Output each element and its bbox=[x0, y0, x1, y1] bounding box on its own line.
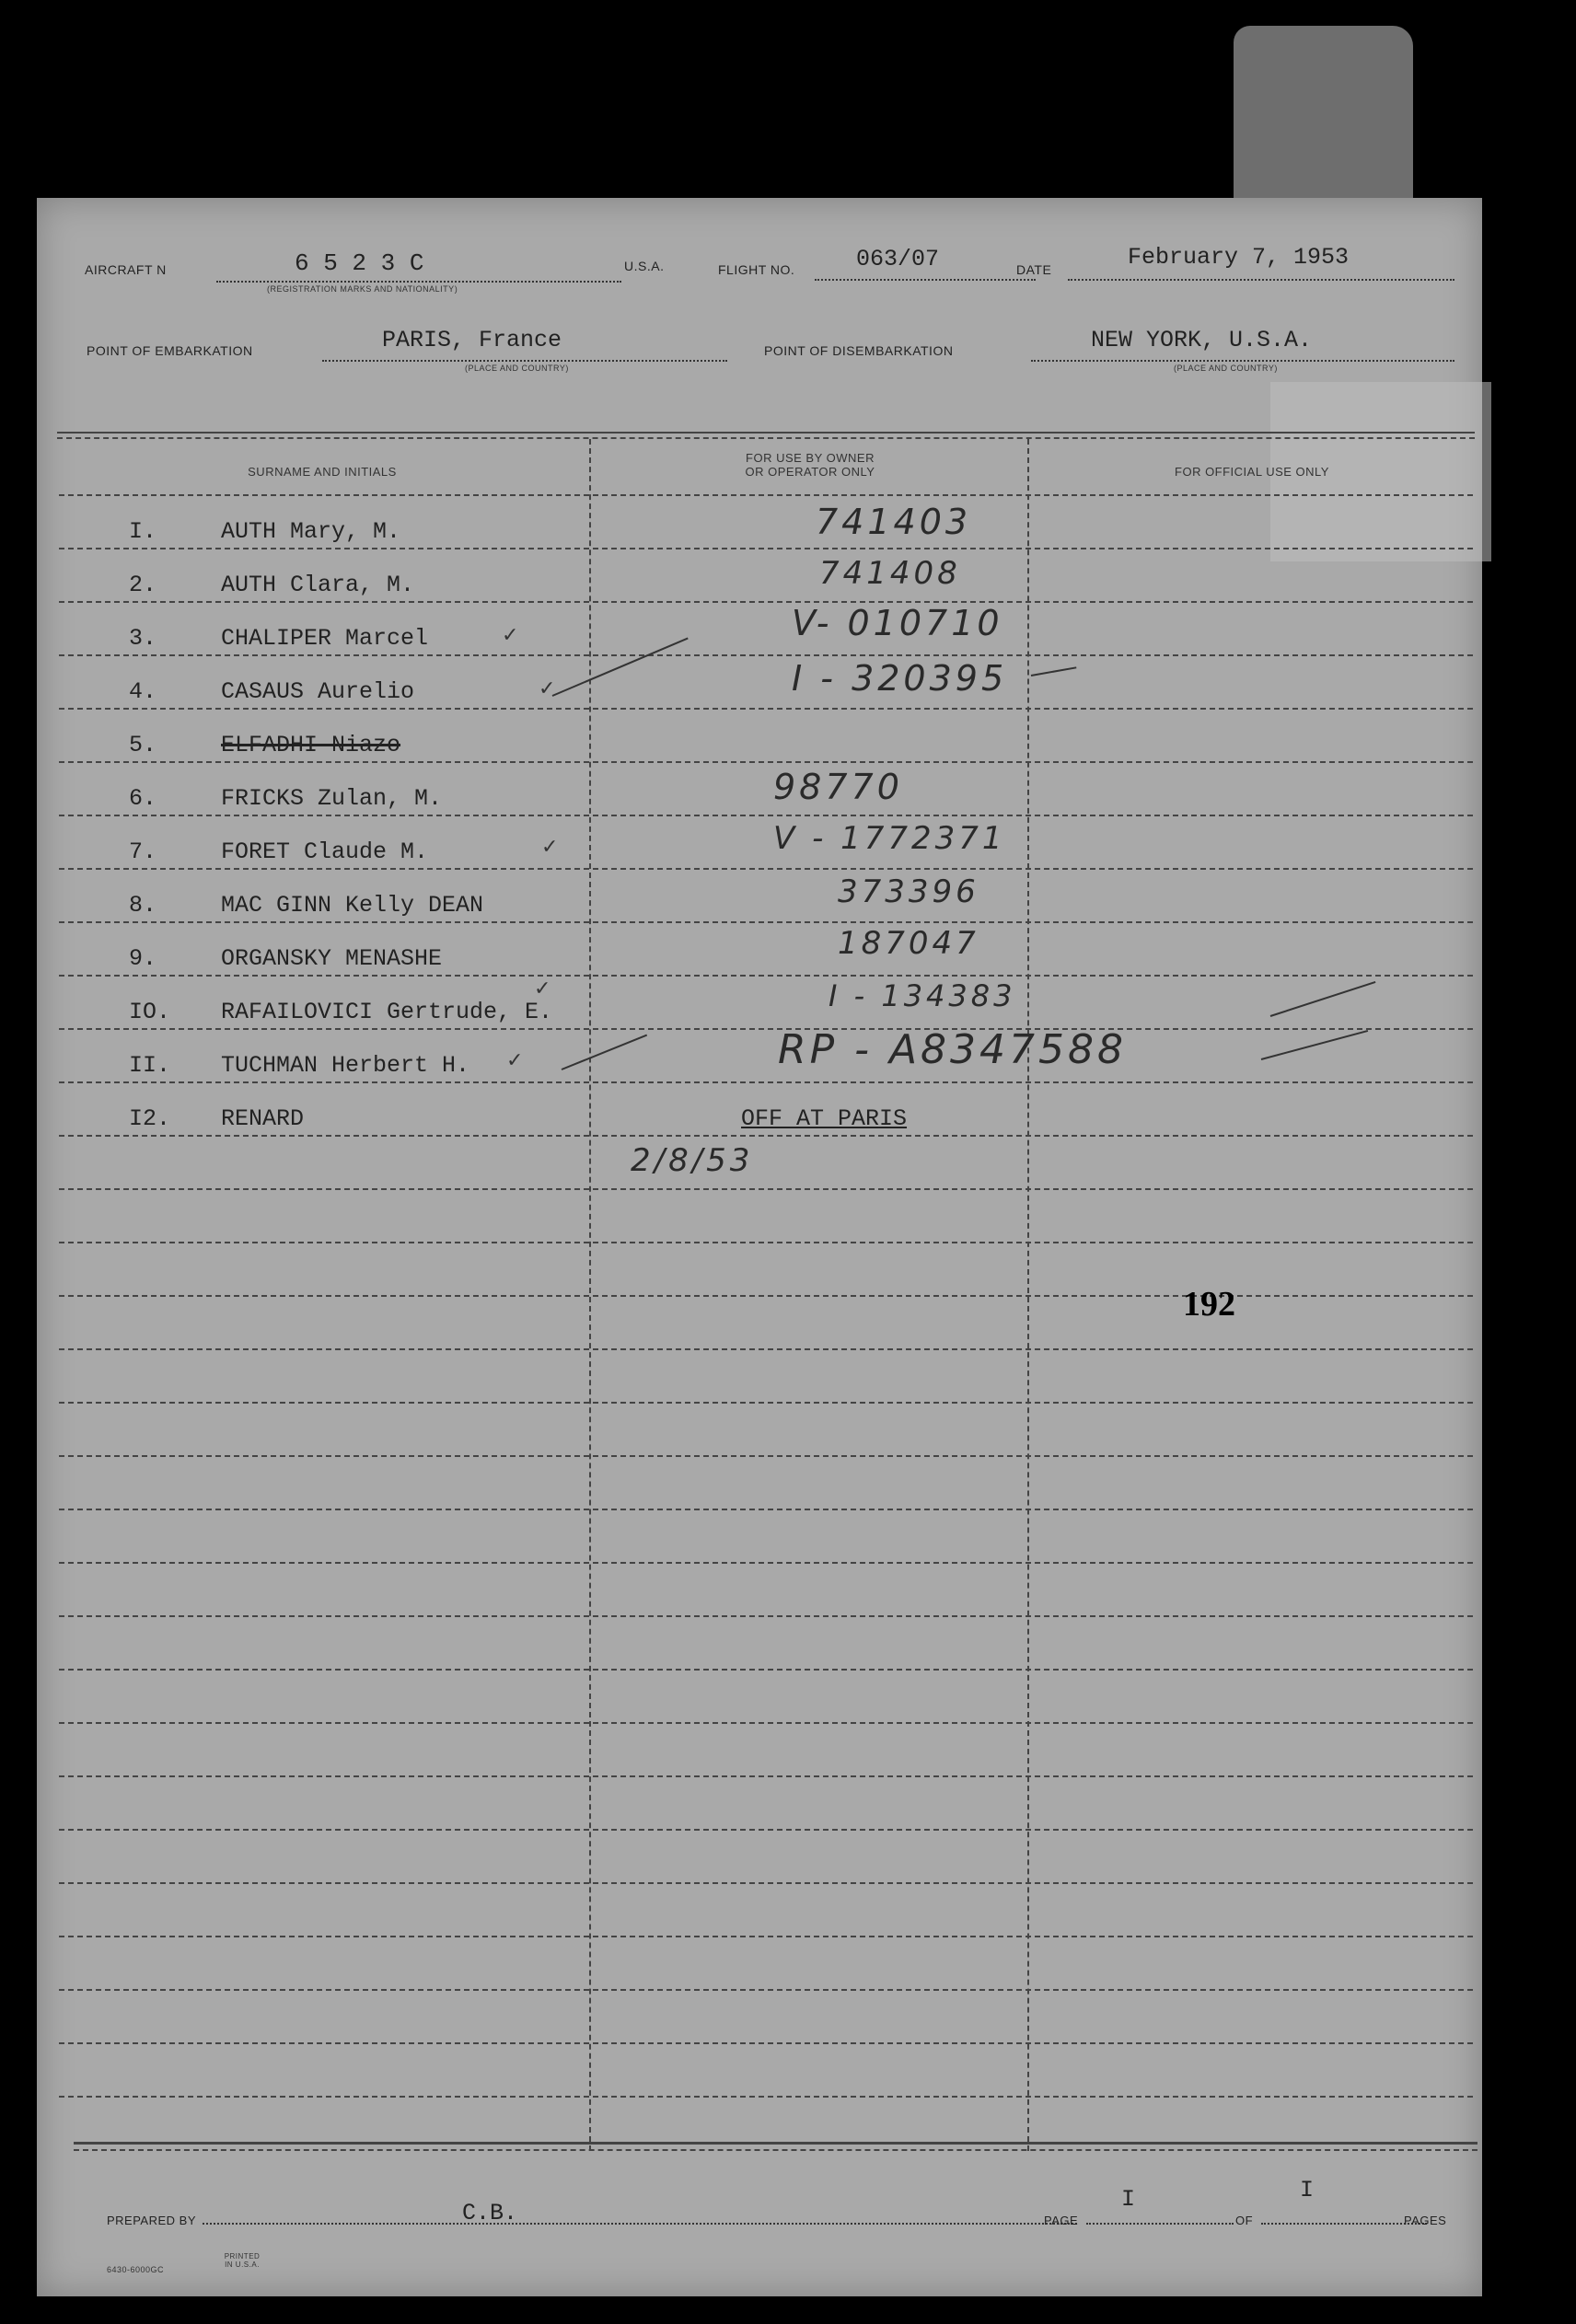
owner-entry: 187047 bbox=[838, 925, 979, 962]
table-bottom-rule-2 bbox=[74, 2149, 1478, 2151]
pen-stroke bbox=[1031, 666, 1077, 676]
owner-column-header-1: FOR USE BY OWNER bbox=[746, 451, 875, 465]
row-line bbox=[59, 1028, 1473, 1030]
row-line bbox=[59, 2096, 1473, 2098]
row-line bbox=[59, 921, 1473, 923]
row-line bbox=[59, 1455, 1473, 1457]
row-line bbox=[59, 1081, 1473, 1083]
prepared-label: PREPARED BY bbox=[107, 2214, 197, 2227]
row-line bbox=[59, 1402, 1473, 1404]
row-line bbox=[59, 761, 1473, 763]
passenger-name: ORGANSKY MENASHE bbox=[221, 945, 443, 972]
usa-label: U.S.A. bbox=[624, 259, 665, 273]
pen-stroke bbox=[562, 1035, 647, 1070]
row-number: 5. bbox=[129, 732, 157, 758]
check-mark-icon: ✓ bbox=[539, 676, 556, 700]
row-line bbox=[59, 975, 1473, 977]
owner-entry: V- 010710 bbox=[792, 603, 1003, 643]
row-line bbox=[59, 1936, 1473, 1937]
row-line bbox=[59, 601, 1473, 603]
row-line bbox=[59, 1615, 1473, 1617]
aircraft-value: 6 5 2 3 C bbox=[295, 249, 424, 277]
passenger-name: RAFAILOVICI Gertrude, E. bbox=[221, 999, 553, 1025]
embark-value: PARIS, France bbox=[382, 327, 562, 353]
row-number: IO. bbox=[129, 999, 171, 1025]
pen-stroke bbox=[1261, 1030, 1368, 1060]
owner-entry: RP - A8347588 bbox=[778, 1026, 1128, 1073]
row-line bbox=[59, 1829, 1473, 1831]
row-line bbox=[59, 1242, 1473, 1243]
renard-date: 2/8/53 bbox=[631, 1142, 754, 1179]
row-line bbox=[59, 494, 1473, 496]
row-line bbox=[59, 1669, 1473, 1671]
row-number: 9. bbox=[129, 945, 157, 972]
pages-label: PAGES bbox=[1404, 2214, 1447, 2227]
passenger-name: MAC GINN Kelly DEAN bbox=[221, 892, 484, 919]
row-line bbox=[59, 548, 1473, 549]
page-line bbox=[1086, 2223, 1234, 2225]
check-mark-icon: ✓ bbox=[541, 835, 559, 858]
row-line bbox=[59, 1135, 1473, 1137]
flight-value: 063/07 bbox=[856, 246, 940, 272]
row-number: 8. bbox=[129, 892, 157, 919]
date-label: DATE bbox=[1016, 262, 1052, 277]
owner-entry: 741408 bbox=[819, 555, 961, 592]
row-number: I. bbox=[129, 518, 157, 545]
check-mark-icon: ✓ bbox=[534, 977, 551, 1000]
passenger-name: CHALIPER Marcel bbox=[221, 625, 429, 652]
registration-caption: (REGISTRATION MARKS AND NATIONALITY) bbox=[267, 284, 458, 294]
table-top-rule bbox=[57, 432, 1475, 434]
date-value: February 7, 1953 bbox=[1128, 244, 1350, 271]
row-number: 6. bbox=[129, 785, 157, 812]
row-number: 7. bbox=[129, 838, 157, 865]
row-line bbox=[59, 815, 1473, 816]
aircraft-label: AIRCRAFT N bbox=[85, 262, 167, 277]
printed-mark: PRINTED IN U.S.A. bbox=[224, 2252, 261, 2269]
flight-line bbox=[815, 279, 1036, 281]
row-line bbox=[59, 1348, 1473, 1350]
check-mark-icon: ✓ bbox=[506, 1048, 524, 1071]
row-line bbox=[59, 1989, 1473, 1991]
passenger-name: TUCHMAN Herbert H. bbox=[221, 1052, 470, 1079]
row-line bbox=[59, 2042, 1473, 2044]
owner-entry: V - 1772371 bbox=[773, 820, 1006, 857]
row-number: I2. bbox=[129, 1105, 171, 1132]
owner-entry: 741403 bbox=[816, 502, 972, 542]
row-line bbox=[59, 1562, 1473, 1564]
passenger-name: FORET Claude M. bbox=[221, 838, 429, 865]
check-mark-icon: ✓ bbox=[502, 623, 519, 646]
pen-stroke bbox=[552, 638, 689, 697]
embark-label: POINT OF EMBARKATION bbox=[87, 343, 253, 358]
embark-line bbox=[322, 360, 727, 362]
owner-entry: 373396 bbox=[838, 873, 979, 910]
form-code: 6430-6000GC bbox=[107, 2265, 165, 2274]
page-label: PAGE bbox=[1044, 2214, 1079, 2227]
row-line bbox=[59, 708, 1473, 710]
passenger-name: ELFADHI Niazo bbox=[221, 732, 401, 758]
page-value: I bbox=[1121, 2186, 1136, 2213]
disembark-line bbox=[1031, 360, 1454, 362]
of-value: I bbox=[1300, 2177, 1315, 2203]
of-label: OF bbox=[1235, 2214, 1254, 2227]
owner-entry: I - 320395 bbox=[792, 658, 1008, 699]
owner-entry: OFF AT PARIS bbox=[741, 1105, 908, 1132]
page-stamp: 192 bbox=[1183, 1285, 1235, 1324]
surname-column-header: SURNAME AND INITIALS bbox=[248, 465, 397, 479]
aircraft-line bbox=[216, 281, 621, 283]
row-number: 3. bbox=[129, 625, 157, 652]
passenger-name: AUTH Clara, M. bbox=[221, 572, 415, 598]
table-top-rule-2 bbox=[57, 437, 1475, 439]
prepared-line bbox=[203, 2223, 1077, 2225]
official-column-header: FOR OFFICIAL USE ONLY bbox=[1175, 465, 1329, 479]
manifest-page bbox=[37, 198, 1482, 2296]
owner-entry: I - 134383 bbox=[829, 978, 1016, 1013]
paper-tab bbox=[1234, 26, 1413, 214]
row-line bbox=[59, 1509, 1473, 1510]
row-number: II. bbox=[129, 1052, 171, 1079]
table-bottom-rule bbox=[74, 2142, 1478, 2145]
row-line bbox=[59, 1882, 1473, 1884]
row-line bbox=[59, 1722, 1473, 1724]
of-line bbox=[1261, 2223, 1427, 2225]
embark-caption: (PLACE AND COUNTRY) bbox=[465, 364, 569, 373]
pen-stroke bbox=[1270, 981, 1376, 1017]
disembark-value: NEW YORK, U.S.A. bbox=[1091, 327, 1313, 353]
passenger-name: CASAUS Aurelio bbox=[221, 678, 415, 705]
row-line bbox=[59, 1188, 1473, 1190]
prepared-value: C.B. bbox=[462, 2200, 518, 2226]
disembark-label: POINT OF DISEMBARKATION bbox=[764, 343, 954, 358]
passenger-name: AUTH Mary, M. bbox=[221, 518, 401, 545]
row-number: 2. bbox=[129, 572, 157, 598]
disembark-caption: (PLACE AND COUNTRY) bbox=[1174, 364, 1278, 373]
row-line bbox=[59, 1295, 1473, 1297]
owner-column-header-2: OR OPERATOR ONLY bbox=[745, 465, 875, 479]
row-number: 4. bbox=[129, 678, 157, 705]
row-line bbox=[59, 1775, 1473, 1777]
passenger-name: FRICKS Zulan, M. bbox=[221, 785, 443, 812]
owner-entry: 98770 bbox=[773, 767, 903, 807]
date-line bbox=[1068, 279, 1454, 281]
row-line bbox=[59, 654, 1473, 656]
passenger-name: RENARD bbox=[221, 1105, 305, 1132]
flight-label: FLIGHT NO. bbox=[718, 262, 795, 277]
row-line bbox=[59, 868, 1473, 870]
